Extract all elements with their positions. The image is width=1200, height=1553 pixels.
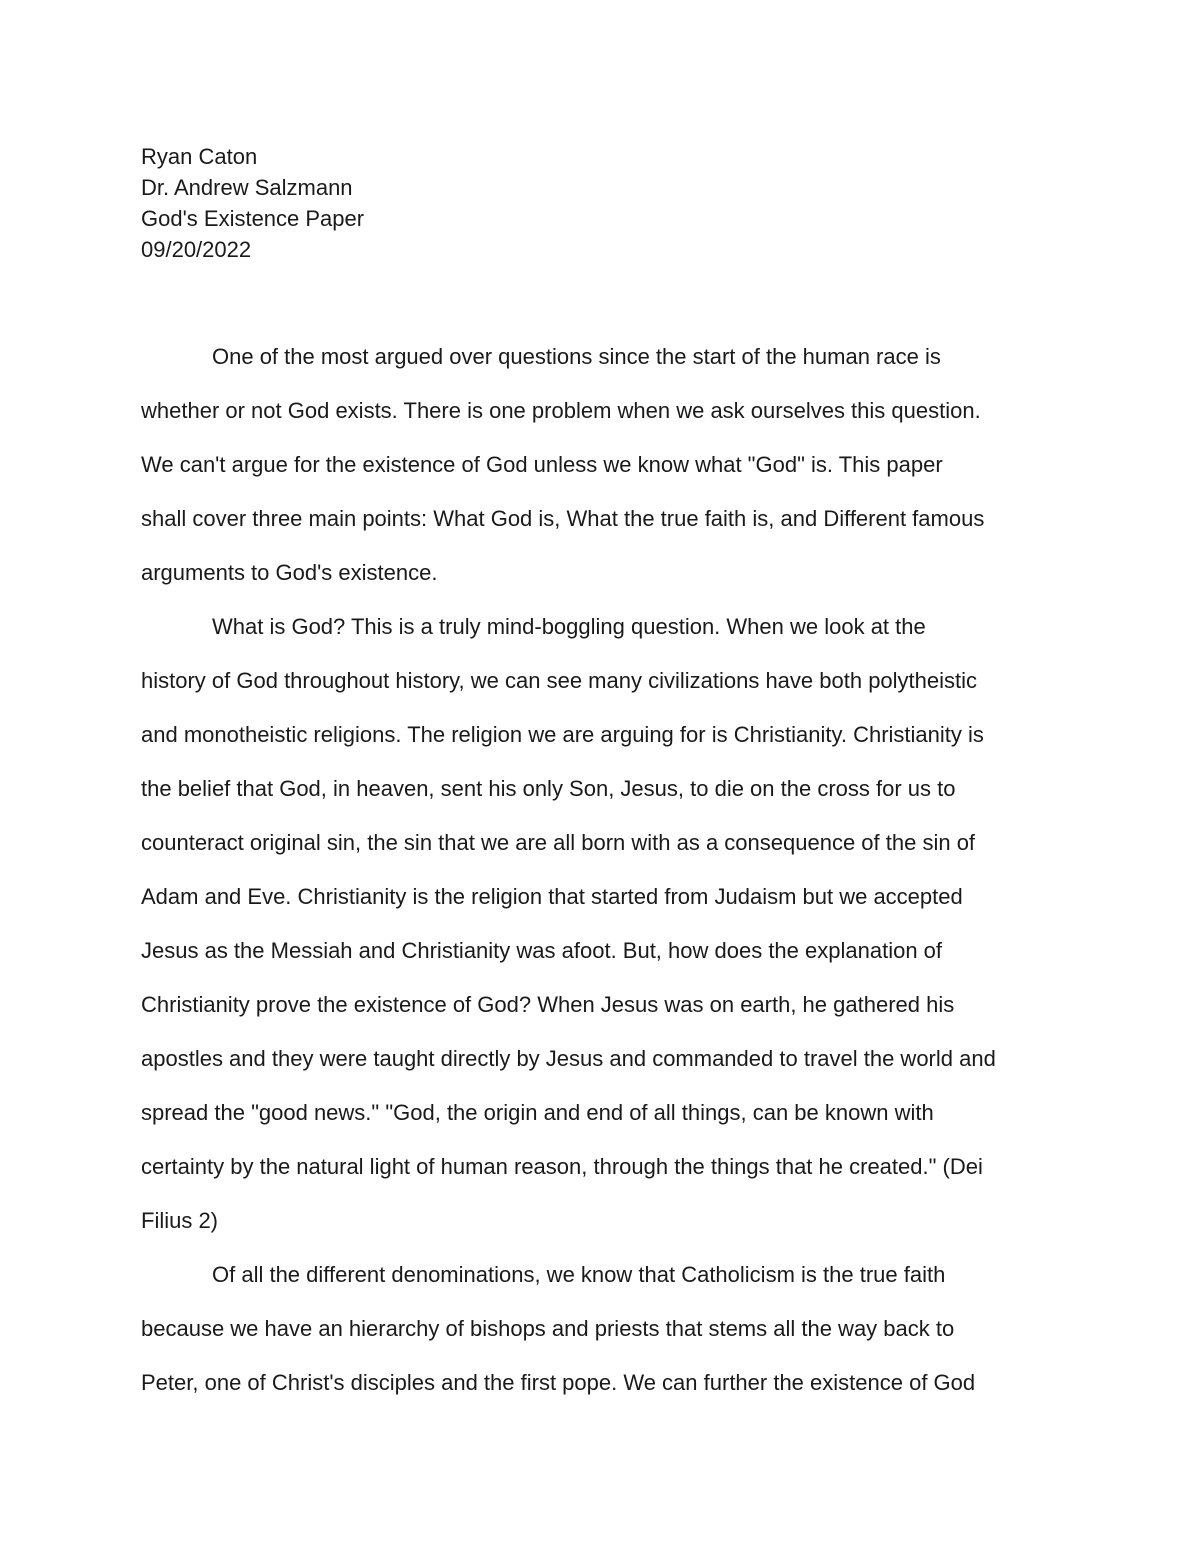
body-line: We can't argue for the existence of God unless we know what "God" is. This paper xyxy=(141,452,943,477)
body-line: Christianity prove the existence of God? When Jesus was on earth, he gathered his xyxy=(141,992,955,1017)
body-line: the belief that God, in heaven, sent his only Son, Jesus, to die on the cross for us to xyxy=(141,776,956,801)
body-line: What is God? This is a truly mind-boggling question. When we look at the xyxy=(212,614,926,639)
body-line: spread the "good news." "God, the origin and end of all things, can be known with xyxy=(141,1100,934,1125)
body-line: certainty by the natural light of human reason, through the things that he created." (Dei xyxy=(141,1154,983,1179)
paper-header xyxy=(141,141,1061,265)
body-line: because we have an hierarchy of bishops and priests that stems all the way back to xyxy=(141,1316,955,1341)
body-line: Filius 2) xyxy=(141,1208,219,1233)
body-line: arguments to God's existence. xyxy=(141,560,438,585)
paper-date: 09/20/2022 xyxy=(141,237,252,262)
body-line: Jesus as the Messiah and Christianity was afoot. But, how does the explanation of xyxy=(141,938,943,963)
paper-body xyxy=(141,330,1071,1410)
instructor-name: Dr. Andrew Salzmann xyxy=(141,175,353,200)
body-line: counteract original sin, the sin that we are all born with as a consequence of the sin of xyxy=(141,830,976,855)
body-line: and monotheistic religions. The religion we are arguing for is Christianity. Christianity is xyxy=(141,722,984,747)
body-line: Peter, one of Christ's disciples and the first pope. We can further the existence of God xyxy=(141,1370,976,1395)
body-line: whether or not God exists. There is one problem when we ask ourselves this question. xyxy=(141,398,981,423)
body-line: Adam and Eve. Christianity is the religion that started from Judaism but we accepted xyxy=(141,884,963,909)
body-line: Of all the different denominations, we know that Catholicism is the true faith xyxy=(212,1262,946,1287)
body-line: apostles and they were taught directly by Jesus and commanded to travel the world and xyxy=(141,1046,996,1071)
author-name: Ryan Caton xyxy=(141,144,258,169)
body-line: One of the most argued over questions since the start of the human race is xyxy=(212,344,941,369)
body-line: history of God throughout history, we can see many civilizations have both polytheistic xyxy=(141,668,978,693)
paper-title: God's Existence Paper xyxy=(141,206,365,231)
body-line: shall cover three main points: What God is, What the true faith is, and Different famous xyxy=(141,506,985,531)
